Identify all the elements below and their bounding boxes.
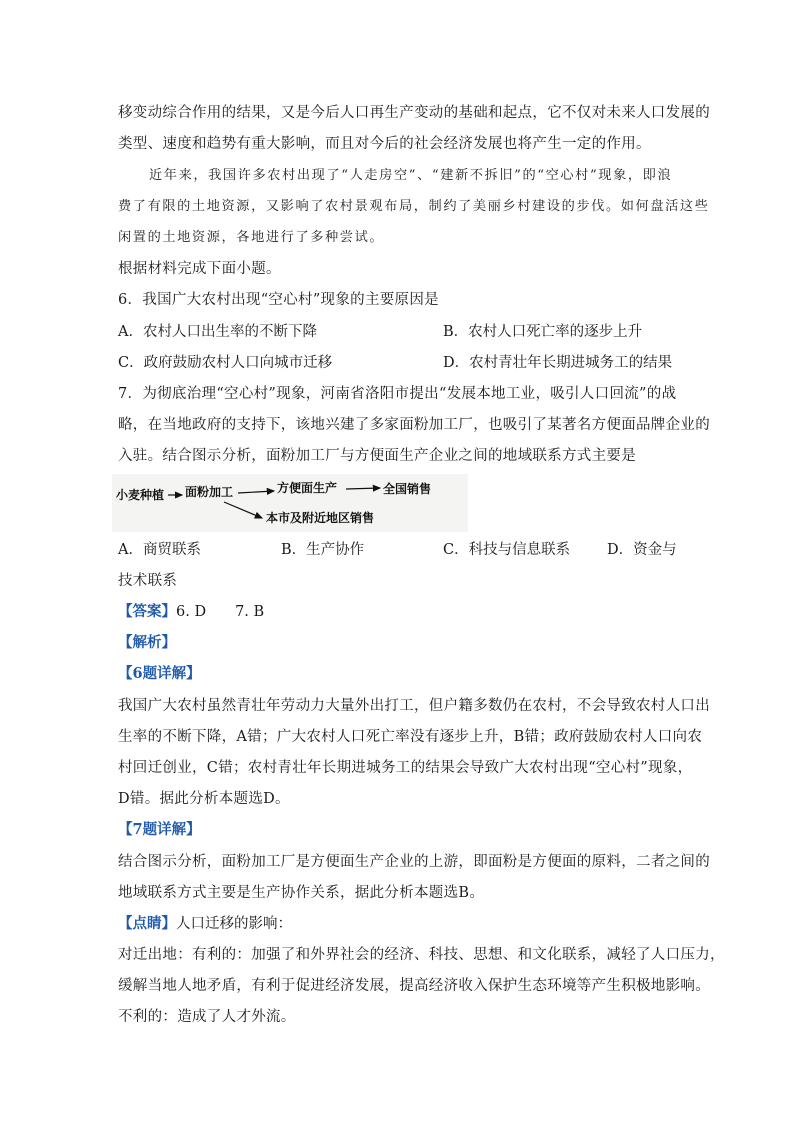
q7-stem-line-2: 略，在当地政府的支持下，该地兴建了多家面粉加工厂，也吸引了某著名方便面品牌企业的 [118,417,710,433]
q6-option-d: D．农村青壮年长期进城务工的结果 [443,355,673,371]
tips-line-2: 缓解当地人地矛盾，有利于促进经济发展，提高经济收入保护生态环境等产生积极地影响。 [118,978,710,994]
node-wheat-planting: 小麦种植 [116,488,165,502]
answer-text: 6. D 7. B [176,604,265,620]
q6-stem: 6．我国广大农村出现“空心村”现象的主要原因是 [118,292,439,308]
detail6-heading [118,664,201,684]
q6-option-a: A．农村人口出生率的不断下降 [118,324,317,340]
tips-title: 人口迁移的影响： [176,916,292,932]
answer-tag: 【答案】 [118,603,176,620]
intro-line-1: 移变动综合作用的结果，又是今后人口再生产变动的基础和起点，它不仅对未来人口发展的 [118,105,710,121]
analysis-line [118,633,176,653]
material-line-2: 费了有限的土地资源，又影响了农村景观布局，制约了美丽乡村建设的步伐。如何盘活这些 [118,199,710,214]
material-line-1: 近年来，我国许多农村出现了“人走房空”、“建新不拆旧”的“空心村”现象，即浪 [149,168,673,183]
detail6-line-4: D错。据此分析本题选D。 [118,791,290,807]
q7-option-b: B．生产协作 [281,542,365,558]
flow-diagram [112,474,468,532]
material-line-3: 闲置的土地资源，各地进行了多种尝试。 [118,230,385,245]
node-national-sales: 全国销售 [383,482,432,496]
node-flour-processing: 面粉加工 [185,485,234,499]
detail7-tag: 【7题详解】 [118,821,201,838]
q7-option-c: C．科技与信息联系 [443,542,571,558]
detail6-line-1: 我国广大农村虽然青壮年劳动力大量外出打工，但户籍多数仍在农村，不会导致农村人口出 [118,698,710,714]
q6-option-c: C．政府鼓励农村人口向城市迁移 [118,355,333,371]
q7-stem-line-3: 入驻。结合图示分析，面粉加工厂与方便面生产企业之间的地域联系方式主要是 [118,448,636,464]
q7-option-d: D．资金与 [607,542,677,558]
intro-line-2: 类型、速度和趋势有重大影响，而且对今后的社会经济发展也将产生一定的作用。 [118,136,651,152]
answer-line [118,602,264,622]
q7-option-d-continued: 技术联系 [118,573,178,589]
tips-heading [118,914,292,934]
q7-stem-line-1: 7．为彻底治理“空心村”现象，河南省洛阳市提出“发展本地工业，吸引人口回流”的战 [118,386,677,402]
detail6-line-2: 生率的不断下降，A错；广大农村人口死亡率没有逐步上升，B错；政府鼓励农村人口向农 [118,729,703,745]
detail6-tag: 【6题详解】 [118,665,201,682]
node-noodle-production: 方便面生产 [277,481,338,495]
tips-line-1: 对迁出地：有利的：加强了和外界社会的经济、科技、思想、和文化联系，减轻了人口压力， [118,947,725,963]
analysis-tag: 【解析】 [118,634,176,651]
detail7-line-1: 结合图示分析，面粉加工厂是方便面生产企业的上游，即面粉是方便面的原料，二者之间的 [118,854,710,870]
q7-option-a: A．商贸联系 [118,542,201,558]
detail7-heading [118,820,201,840]
instruction: 根据材料完成下面小题。 [118,261,281,277]
detail7-line-2: 地域联系方式主要是生产协作关系，据此分析本题选B。 [118,885,485,901]
q6-option-b: B．农村人口死亡率的逐步上升 [443,324,643,340]
tips-tag: 【点睛】 [118,915,176,932]
tips-line-3: 不利的：造成了人才外流。 [118,1009,296,1025]
detail6-line-3: 村回迁创业，C错；农村青壮年长期进城务工的结果会导致广大农村出现“空心村”现象， [118,760,693,776]
node-local-sales: 本市及附近地区销售 [266,511,375,525]
